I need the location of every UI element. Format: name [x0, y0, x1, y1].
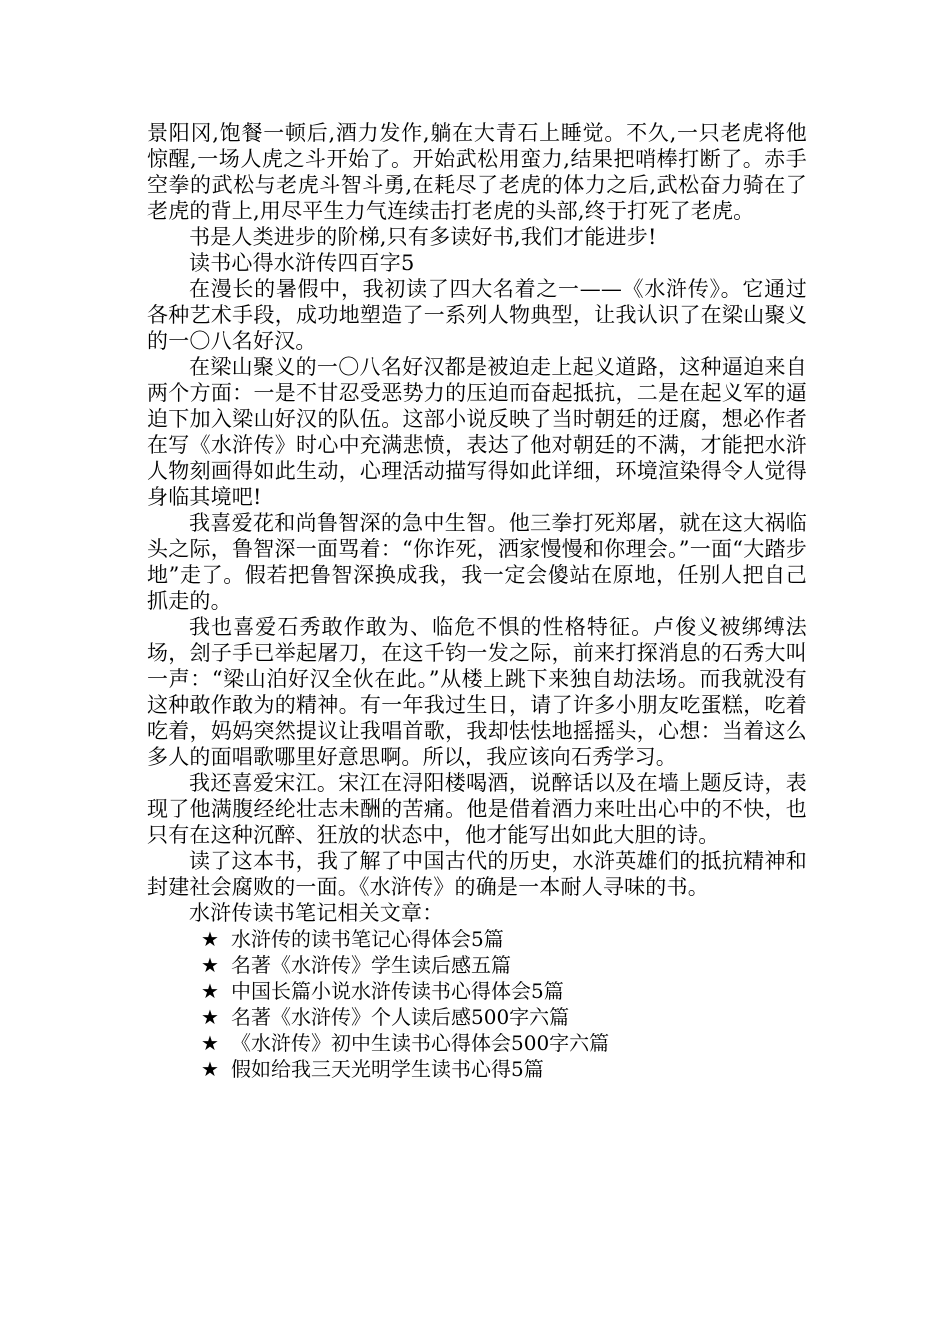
paragraph-shi-xiu: 我也喜爱石秀敢作敢为、临危不惧的性格特征。卢俊义被绑缚法场，刽子手已举起屠刀，在这千钧一发之际，前来打探消息的石秀大叫一声：“梁山泊好汉全伙在此。”从楼上跳下来独自劫法场。而我就没有这种敢作敢为的精神。有一年我过生日，请了许多小朋友吃蛋糕，吃着吃着，妈妈突然提议让我唱首歌，我却怯怯地摇摇头，心想：当着这么多人的面唱歌哪里好意思啊。所以，我应该向石秀学习。 — [147, 615, 807, 769]
star-icon: ★ — [201, 1057, 219, 1081]
star-icon: ★ — [201, 953, 219, 977]
document-page — [147, 120, 807, 1082]
list-item[interactable] — [201, 1030, 807, 1056]
list-item[interactable] — [201, 1056, 807, 1082]
section-heading: 读书心得水浒传四百字5 — [189, 251, 415, 275]
paragraph-lu-zhishen: 我喜爱花和尚鲁智深的急中生智。他三拳打死郑屠，就在这大祸临头之际，鲁智深一面骂着：“你诈死，洒家慢慢和你理会。”一面“大踏步地”走了。假若把鲁智深换成我，我一定会傻站在原地，任别人把自己抓走的。 — [147, 511, 807, 613]
star-icon: ★ — [201, 1005, 219, 1029]
article-link[interactable]: 名著《水浒传》学生读后感五篇 — [231, 953, 511, 977]
list-item[interactable] — [201, 1004, 807, 1030]
star-icon: ★ — [201, 979, 219, 1003]
paragraph-conclusion: 读了这本书，我了解了中国古代的历史，水浒英雄们的抵抗精神和封建社会腐败的一面。《水浒传》的确是一本耐人寻味的书。 — [147, 849, 807, 899]
related-articles-heading: 水浒传读书笔记相关文章： — [189, 901, 444, 925]
star-icon: ★ — [201, 927, 219, 951]
paragraph-song-jiang: 我还喜爱宋江。宋江在浔阳楼喝酒，说醉话以及在墙上题反诗，表现了他满腹经纶壮志未酬的苦痛。他是借着酒力来吐出心中的不快，也只有在这种沉醉、狂放的状态中，他才能写出如此大胆的诗。 — [147, 771, 807, 847]
star-icon: ★ — [201, 1031, 219, 1055]
related-articles-list — [147, 926, 807, 1082]
paragraph-wusong-tiger: 景阳冈,饱餐一顿后,酒力发作,躺在大青石上睡觉。不久,一只老虎将他惊醒,一场人虎之斗开始了。开始武松用蛮力,结果把哨棒打断了。赤手空拳的武松与老虎斗智斗勇,在耗尽了老虎的体力之后,武松奋力骑在了老虎的背上,用尽平生力气连续击打老虎的头部,终于打死了老虎。 — [147, 121, 807, 223]
list-item[interactable] — [201, 926, 807, 952]
paragraph-intro: 在漫长的暑假中，我初读了四大名着之一——《水浒传》。它通过各种艺术手段，成功地塑造了一系列人物典型，让我认识了在梁山聚义的一〇八名好汉。 — [147, 277, 807, 353]
article-link[interactable]: 名著《水浒传》个人读后感500字六篇 — [231, 1005, 570, 1029]
article-link[interactable]: 假如给我三天光明学生读书心得5篇 — [231, 1057, 544, 1081]
list-item[interactable] — [201, 952, 807, 978]
list-item[interactable] — [201, 978, 807, 1004]
article-link[interactable]: 中国长篇小说水浒传读书心得体会5篇 — [231, 979, 564, 1003]
article-link[interactable]: 水浒传的读书笔记心得体会5篇 — [231, 927, 504, 951]
paragraph-books-ladder: 书是人类进步的阶梯,只有多读好书,我们才能进步! — [189, 225, 657, 249]
paragraph-heroes-forced: 在梁山聚义的一〇八名好汉都是被迫走上起义道路，这种逼迫来自两个方面：一是不甘忍受恶势力的压迫而奋起抵抗，二是在起义军的逼迫下加入梁山好汉的队伍。这部小说反映了当时朝廷的迂腐，想必作者在写《水浒传》时心中充满悲愤，表达了他对朝廷的不满，才能把水浒人物刻画得如此生动，心理活动描写得如此详细，环境渲染得令人觉得身临其境吧! — [147, 355, 807, 509]
article-link[interactable]: 《水浒传》初中生读书心得体会500字六篇 — [231, 1031, 610, 1055]
